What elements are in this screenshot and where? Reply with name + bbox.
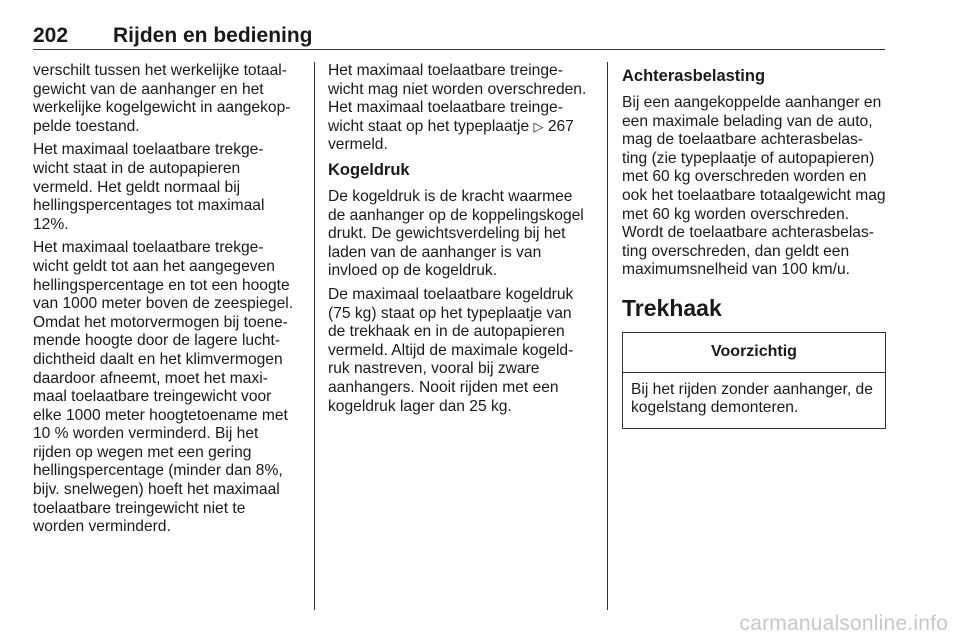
arrow-reference-icon[interactable]: ▷ (533, 118, 544, 134)
paragraph-text-end: vermeld. (328, 136, 388, 154)
paragraph: De maximaal toelaatbare kogeldruk (75 kg) staat op het typeplaatje van de trekhaak en in de autopapieren vermeld. Altijd de maximale kogeld-ruk nastreven, vooral bij zware aanhangers. Nooit rijden met een kogeldruk lager dan 25 kg. (328, 285, 574, 415)
paragraph: Het maximaal toelaatbare trekge-wicht staat in de autopapieren vermeld. Het geldt normaal bij hellingspercentages tot maximaal 12%. (33, 141, 265, 233)
page-header (33, 18, 885, 48)
column-1 (33, 62, 298, 542)
paragraph: verschilt tussen het werkelijke totaal-gewicht van de aanhanger en het werkelijke kogelgewicht in aangekop-pelde toestand. (33, 62, 291, 135)
column-3 (622, 62, 886, 429)
watermark: carmanualsonline.info (739, 612, 948, 635)
paragraph: De kogeldruk is de kracht waarmee de aanhanger op de koppelingskogel drukt. De gewichtsverdeling bij het laden van de aanhanger is van invloed op de kogeldruk. (328, 187, 584, 280)
column-2 (328, 62, 592, 421)
heading-achterasbelasting: Achterasbelasting (622, 67, 766, 85)
heading-kogeldruk: Kogeldruk (328, 160, 410, 179)
column-divider-1 (314, 62, 315, 610)
heading-trekhaak: Trekhaak (622, 294, 722, 321)
header-divider (33, 49, 885, 50)
caution-box (622, 332, 886, 429)
reference-page-link[interactable]: 267 (547, 117, 574, 135)
caution-text: Bij het rijden zonder aanhanger, de kogelstang demonteren. (631, 380, 873, 417)
caution-title: Voorzichtig (623, 333, 885, 373)
column-divider-2 (607, 62, 608, 610)
paragraph: Bij een aangekoppelde aanhanger en een maximale belading van de auto, mag de toelaatbare achterasbelas-ting (zie typeplaatje of autopapieren) met 60 kg overschreden worden en ook het toelaatbare totaalgewicht mag met 60 kg worden overschreden. Wordt de toelaatbare achterasbelas-ting overschreden, dan geldt een maximumsnelheid van 100 km/u. (622, 94, 886, 279)
section-title: Rijden en bediening (113, 24, 313, 47)
paragraph-with-reference (328, 62, 592, 155)
paragraph-text: Het maximaal toelaatbare treinge-wicht mag niet worden overschreden. Het maximaal toelaatbare treinge-wicht staat op het typeplaatje (328, 62, 587, 135)
paragraph: Het maximaal toelaatbare trekge-wicht geldt tot aan het aangegeven hellingspercentage en tot een hoogte van 1000 meter boven de zeespiegel. Omdat het motorvermogen bij toene-mende hoogte door de lagere lucht-dichtheid daalt en het klimvermogen daardoor afneemt, moet het maxi-maal toelaatbare treingewicht voor elke 1000 meter hoogtetoename met 10 % worden verminderd. Bij het rijden op wegen met een gering hellingspercentage (minder dan 8%, bijv. snelwegen) hoeft het maximaal toelaatbare treingewicht niet te worden verminderd. (33, 239, 294, 536)
page-number: 202 (33, 24, 69, 47)
